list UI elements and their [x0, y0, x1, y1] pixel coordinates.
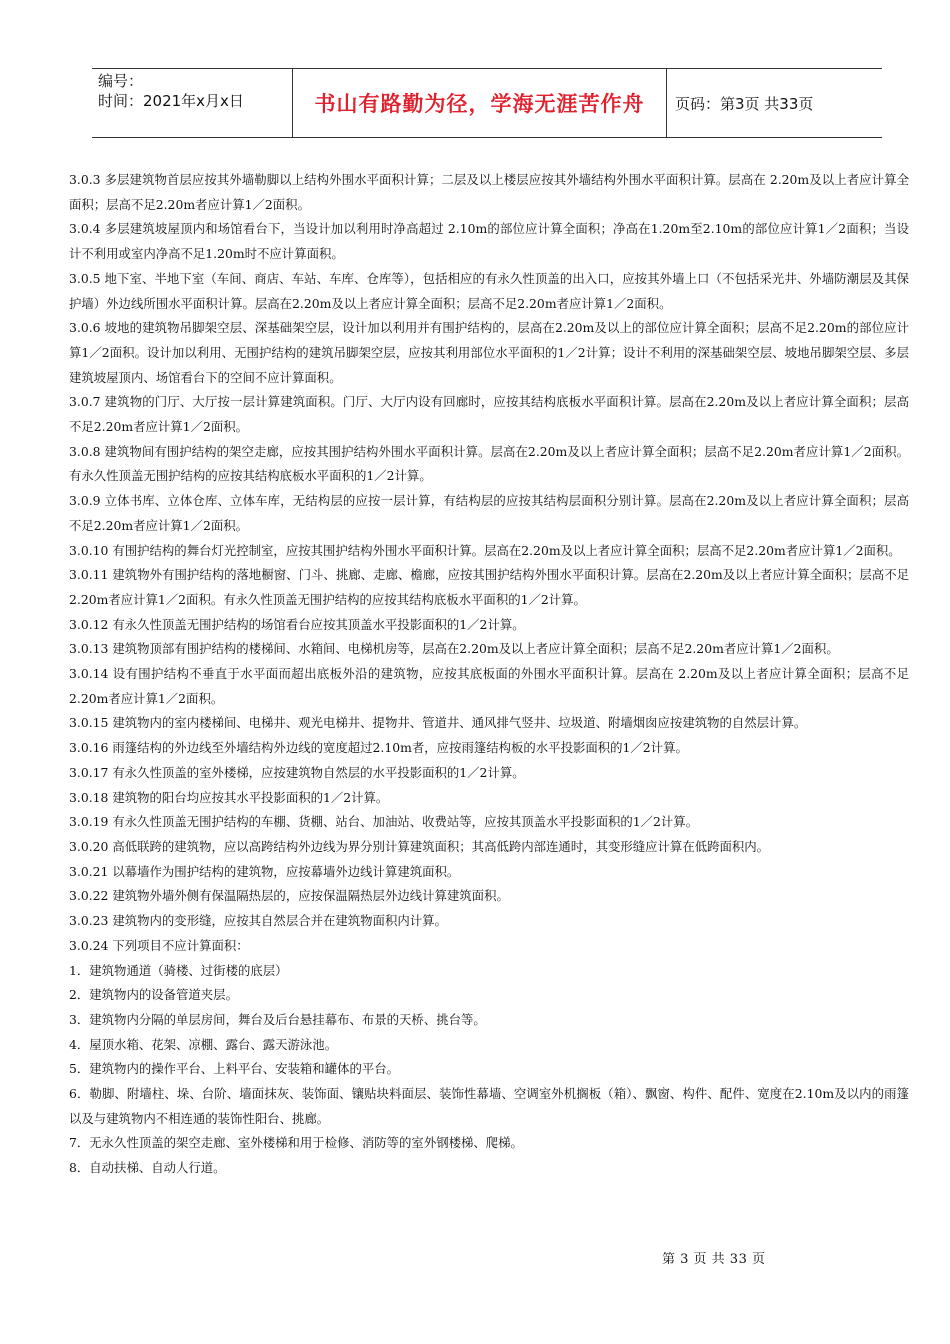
paragraph: 3.0.3 多层建筑物首层应按其外墙勒脚以上结构外围水平面积计算；二层及以上楼层应按其外墙结构外围水平面积计算。层高在 2.20m及以上者应计算全面积；层高不足2.20m者应计算1／2面积。: [69, 172, 909, 212]
time-label: 时间：2021年x月x日: [98, 92, 244, 110]
paragraph: 3.0.16 雨篷结构的外边线至外墙结构外边线的宽度超过2.10m者，应按雨篷结构板的水平投影面积的1／2计算。: [69, 740, 688, 756]
paragraph: 3.0.9 立体书库、立体仓库、立体车库，无结构层的应按一层计算，有结构层的应按其结构层面积分别计算。层高在2.20m及以上者应计算全面积；层高不足2.20m者应计算1／2面积。: [69, 493, 909, 533]
list-item: 1．建筑物通道（骑楼、过街楼的底层）: [69, 962, 288, 978]
paragraph: 3.0.12 有永久性顶盖无围护结构的场馆看台应按其顶盖水平投影面积的1／2计算。: [69, 616, 525, 632]
header-meta: [92, 69, 293, 137]
list-item: 3．建筑物内分隔的单层房间，舞台及后台悬挂幕布、布景的天桥、挑台等。: [69, 1011, 486, 1027]
header-page-info: 页码：第3页 共33页: [675, 94, 814, 113]
list-item: 2．建筑物内的设备管道夹层。: [69, 987, 238, 1003]
paragraph: 3.0.19 有永久性顶盖无围护结构的车棚、货棚、站台、加油站、收费站等，应按其顶盖水平投影面积的1／2计算。: [69, 814, 699, 830]
header-motto: 书山有路勤为径，学海无涯苦作舟: [293, 69, 667, 137]
paragraph: 3.0.14 设有围护结构不垂直于水平面而超出底板外沿的建筑物，应按其底板面的外围水平面积计算。层高在 2.20m及以上者应计算全面积；层高不足2.20m者应计算1／2面积。: [69, 666, 909, 706]
paragraph: 3.0.7 建筑物的门厅、大厅按一层计算建筑面积。门厅、大厅内设有回廊时，应按其结构底板水平面积计算。层高在2.20m及以上者应计算全面积；层高不足2.20m者应计算1／2面积。: [69, 394, 909, 435]
paragraph: 3.0.6 坡地的建筑物吊脚架空层、深基础架空层，设计加以利用并有围护结构的，层高在2.20m及以上的部位应计算全面积；层高不足2.20m的部位应计算1／2面积。设计加以利用、无围护结构的建筑吊脚架空层，应按其利用部位水平面积的1／2计算；设计不利用的深基础架空层、坡地吊脚架空层、多层建筑坡屋顶内、场馆看台下的空间不应计算面积。: [69, 320, 909, 385]
paragraph: 3.0.22 建筑物外墙外侧有保温隔热层的，应按保温隔热层外边线计算建筑面积。: [69, 888, 509, 904]
page-footer: 第 3 页 共 33 页: [662, 1252, 766, 1267]
paragraph: 3.0.11 建筑物外有围护结构的落地橱窗、门斗、挑廊、走廊、檐廊，应按其围护结构外围水平面积计算。层高在2.20m及以上者应计算全面积；层高不足2.20m者应计算1／2面积。有永久性顶盖无围护结构的应按其结构底板水平面积的1／2计算。: [69, 567, 909, 607]
paragraph: 3.0.20 高低联跨的建筑物，应以高跨结构外边线为界分别计算建筑面积；其高低跨内部连通时，其变形缝应计算在低跨面积内。: [69, 838, 770, 854]
number-label: 编号：: [98, 72, 144, 90]
document-body: [69, 168, 909, 1181]
list-item: 7．无永久性顶盖的架空走廊、室外楼梯和用于检修、消防等的室外钢楼梯、爬梯。: [69, 1135, 523, 1151]
paragraph: 3.0.8 建筑物间有围护结构的架空走廊，应按其围护结构外围水平面积计算。层高在2.20m及以上者应计算全面积；层高不足2.20m者应计算1／2面积。有永久性顶盖无围护结构的应按其结构底板水平面积的1／2计算。: [69, 443, 909, 484]
paragraph: 3.0.21 以幕墙作为围护结构的建筑物，应按幕墙外边线计算建筑面积。: [69, 863, 460, 879]
paragraph: 3.0.5 地下室、半地下室（车间、商店、车站、车库、仓库等），包括相应的有永久性顶盖的出入口，应按其外墙上口（不包括采光井、外墙防潮层及其保护墙）外边线所围水平面积计算。层高在2.20m及以上者应计算全面积；层高不足2.20m者应计算1／2面积。: [69, 270, 909, 311]
page-header: [92, 68, 882, 138]
paragraph: 3.0.23 建筑物内的变形缝，应按其自然层合并在建筑物面积内计算。: [69, 913, 447, 929]
list-item: 5．建筑物内的操作平台、上料平台、安装箱和罐体的平台。: [69, 1061, 400, 1077]
list-item: 6．勒脚、附墙柱、垛、台阶、墙面抹灰、装饰面、镶贴块料面层、装饰性幕墙、空调室外机搁板（箱）、飘窗、构件、配件、宽度在2.10m及以内的雨篷以及与建筑物内不相连通的装饰性阳台、挑廊。: [69, 1086, 909, 1126]
list-item: 4．屋顶水箱、花架、凉棚、露台、露天游泳池。: [69, 1036, 338, 1052]
paragraph: 3.0.4 多层建筑坡屋顶内和场馆看台下，当设计加以利用时净高超过 2.10m的部位应计算全面积；净高在1.20m至2.10m的部位应计算1／2面积；当设计不利用或室内净高不足1.20m时不应计算面积。: [69, 221, 909, 262]
paragraph: 3.0.17 有永久性顶盖的室外楼梯，应按建筑物自然层的水平投影面积的1／2计算。: [69, 764, 525, 780]
list-item: 8．自动扶梯、自动人行道。: [69, 1160, 226, 1176]
paragraph: 3.0.10 有围护结构的舞台灯光控制室，应按其围护结构外围水平面积计算。层高在2.20m及以上者应计算全面积；层高不足2.20m者应计算1／2面积。: [69, 542, 901, 558]
paragraph: 3.0.13 建筑物顶部有围护结构的楼梯间、水箱间、电梯机房等，层高在2.20m及以上者应计算全面积；层高不足2.20m者应计算1／2面积。: [69, 641, 839, 657]
paragraph: 3.0.24 下列项目不应计算面积：: [69, 937, 249, 953]
paragraph: 3.0.18 建筑物的阳台均应按其水平投影面积的1／2计算。: [69, 789, 389, 805]
paragraph: 3.0.15 建筑物内的室内楼梯间、电梯井、观光电梯井、提物井、管道井、通风排气竖井、垃圾道、附墙烟囱应按建筑物的自然层计算。: [69, 715, 807, 731]
